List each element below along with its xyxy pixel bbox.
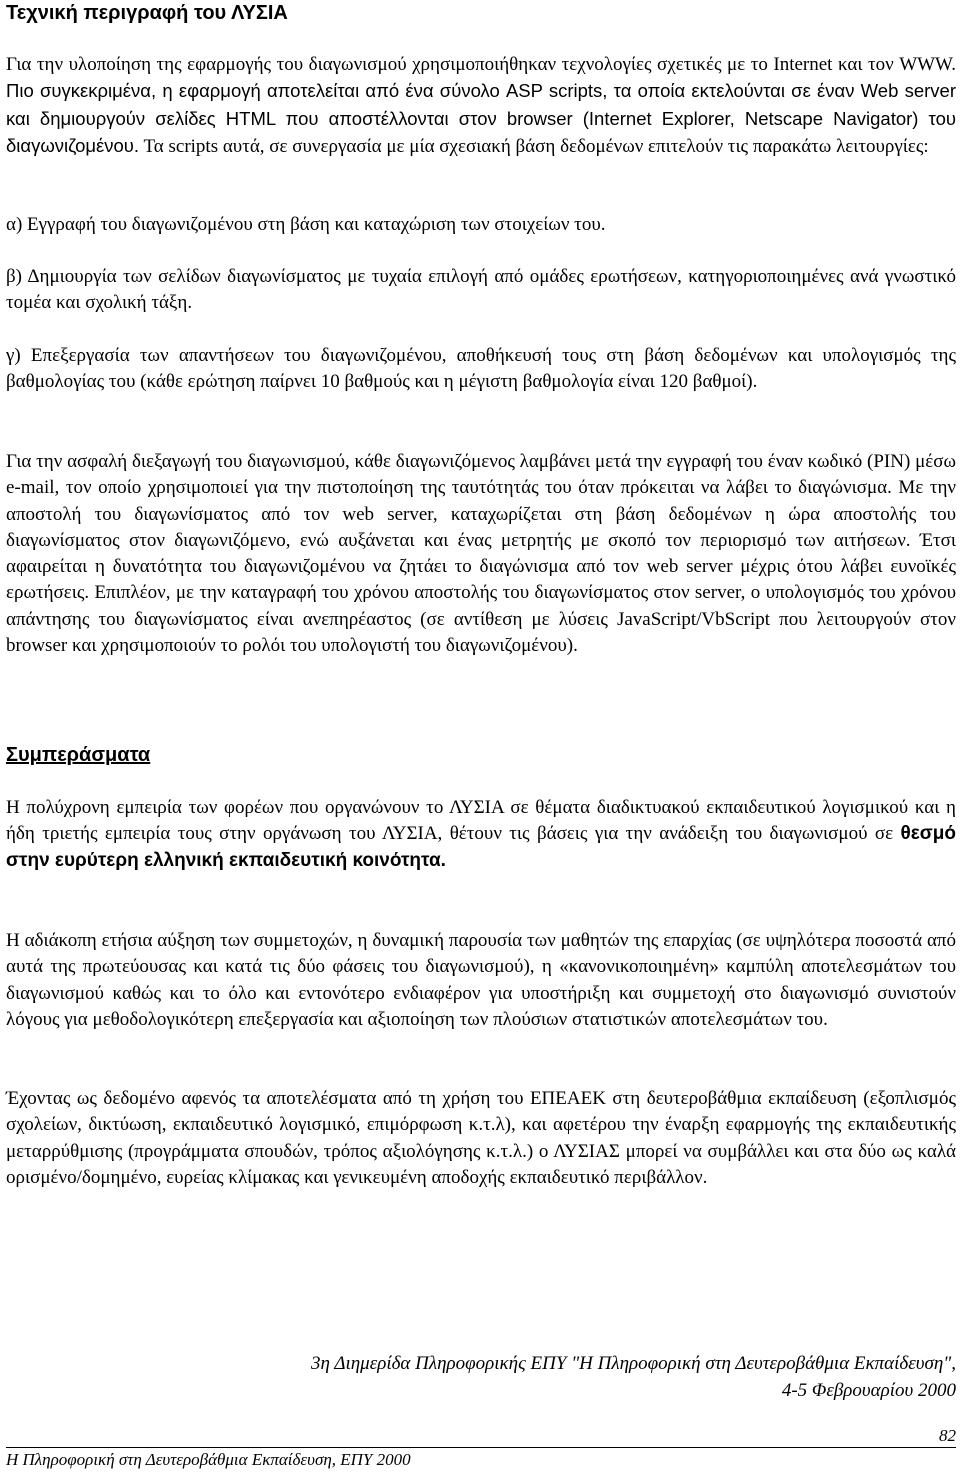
list-item-a: α) Εγγραφή του διαγωνιζομένου στη βάση και καταχώριση των στοιχείων του.	[6, 214, 606, 235]
conclusions-p1-text: Η πολύχρονη εμπειρία των φορέων που οργανώνουν το ΛΥΣΙΑ σε θέματα διαδικτυακού εκπαιδευτικού λογισμικού και η ήδη τριετής εμπειρία τους στην οργάνωση του ΛΥΣΙΑ, θέτουν τις βάσεις για την ανάδειξη του διαγωνισμού σε	[6, 797, 956, 845]
page-number: 82	[939, 1426, 956, 1445]
intro-paragraph	[6, 52, 956, 160]
list-item-c: γ) Επεξεργασία των απαντήσεων του διαγωνιζομένου, αποθήκευσή τους στη βάση δεδομένων και υπολογισμός της βαθμολογίας του (κάθε ερώτηση παίρνει 10 βαθμούς και η μέγιστη βαθμολογία είναι 120 βαθμοί).	[6, 345, 956, 393]
conclusions-p1-emphasis: θεσμό στην ευρύτερη ελληνική εκπαιδευτική κοινότητα.	[6, 823, 956, 871]
conclusions-paragraph-1	[6, 795, 956, 874]
footer-divider	[6, 1447, 956, 1448]
conclusions-paragraph-2: Η αδιάκοπη ετήσια αύξηση των συμμετοχών, η δυναμική παρουσία των μαθητών της επαρχίας (σε υψηλότερα ποσοστά από αυτά της πρωτεύουσας και κατά τις δύο φάσεις του διαγωνισμού), η «κανονικοποιημένη» καμπύλη αποτελεσμάτων του διαγωνισμού καθώς και το όλο και εντονότερο ενδιαφέρον για υποστήριξη και συμμετοχή στο διαγωνισμό συνιστούν λόγους για μεθοδολογικότερη επεξεργασία και αξιοποίηση των πλούσιων στατιστικών αποτελεσμάτων του.	[6, 930, 956, 1030]
conclusions-heading: Συμπεράσματα	[6, 744, 151, 766]
conference-line-2: 4-5 Φεβρουαρίου 2000	[781, 1380, 956, 1401]
intro-text-2: Πιο συγκεκριμένα, η εφαρμογή αποτελείται από ένα σύνολο ASP scripts, τα οποία εκτελούνται σε έναν Web server και δημιουργούν σελίδες HTML που αποστέλλονται στον browser (Internet Explorer, Netscape Navigator) του διαγωνιζομένου.	[6, 80, 956, 156]
conclusions-paragraph-3: Έχοντας ως δεδομένο αφενός τα αποτελέσματα από τη χρήση του ΕΠΕΑΕΚ στη δευτεροβάθμια εκπαίδευση (εξοπλισμός σχολείων, δικτύωση, εκπαιδευτικό λογισμικό, επιμόρφωση κ.τ.λ), και αφετέρου την έναρξη εφαρμογής της εκπαιδευτικής μεταρρύθμισης (προγράμματα σπουδών, τρόπος αξιολόγησης κ.τ.λ.) ο ΛΥΣΙΑΣ μπορεί να συμβάλλει και στα δύο ως καλά ορισμένο/δομημένο, ευρείας κλίμακας και γενικευμένη αποδοχής εκπαιδευτικό περιβάλλον.	[6, 1088, 956, 1188]
security-paragraph: Για την ασφαλή διεξαγωγή του διαγωνισμού, κάθε διαγωνιζόμενος λαμβάνει μετά την εγγραφή του έναν κωδικό (PIN) μέσω e-mail, τον οποίο χρησιμοποιεί για την πιστοποίηση της ταυτότητάς του όταν πρόκειται να λάβει το διαγώνισμα. Με την αποστολή του διαγωνίσματος από τον web server, καταχωρίζεται στη βάση δεδομένων η ώρα αποστολής του διαγωνίσματος στον διαγωνιζόμενο, ενώ αυξάνεται και ένας μετρητής με σκοπό τον περιορισμό των αιτήσεων. Έτσι αφαιρείται η δυνατότητα του διαγωνιζομένου να ζητάει το διαγώνισμα από τον web server μέχρις ότου λάβει ευνοϊκές ερωτήσεις. Επιπλέον, με την καταγραφή του χρόνου αποστολής του διαγωνίσματος στον server, ο υπολογισμός του χρόνου απάντησης του διαγωνίσματος είναι ανεπηρέαστος (σε αντίθεση με λύσεις JavaScript/VbScript που λειτουργούν στον browser και χρησιμοποιούν το ρολόι του υπολογιστή του διαγωνιζομένου).	[6, 451, 956, 657]
running-footer: Η Πληροφορική στη Δευτεροβάθμια Εκπαίδευση, ΕΠΥ 2000	[6, 1450, 411, 1469]
page-title: Τεχνική περιγραφή του ΛΥΣΙΑ	[6, 2, 288, 24]
intro-text-3: Τα scripts αυτά, σε συνεργασία με μία σχεσιακή βάση δεδομένων επιτελούν τις παρακάτω λειτουργίες:	[139, 135, 929, 157]
intro-text-1: Για την υλοποίηση της εφαρμογής του διαγωνισμού χρησιμοποιήθηκαν τεχνολογίες σχετικές με το Internet και τον WWW.	[6, 54, 956, 75]
list-item-b: β) Δημιουργία των σελίδων διαγωνίσματος με τυχαία επιλογή από ομάδες ερωτήσεων, κατηγοριοποιημένες ανά γνωστικό τομέα και σχολική τάξη.	[6, 266, 956, 314]
conference-line-1: 3η Διημερίδα Πληροφορικής ΕΠΥ "Η Πληροφορική στη Δευτεροβάθμια Εκπαίδευση",	[310, 1353, 956, 1374]
